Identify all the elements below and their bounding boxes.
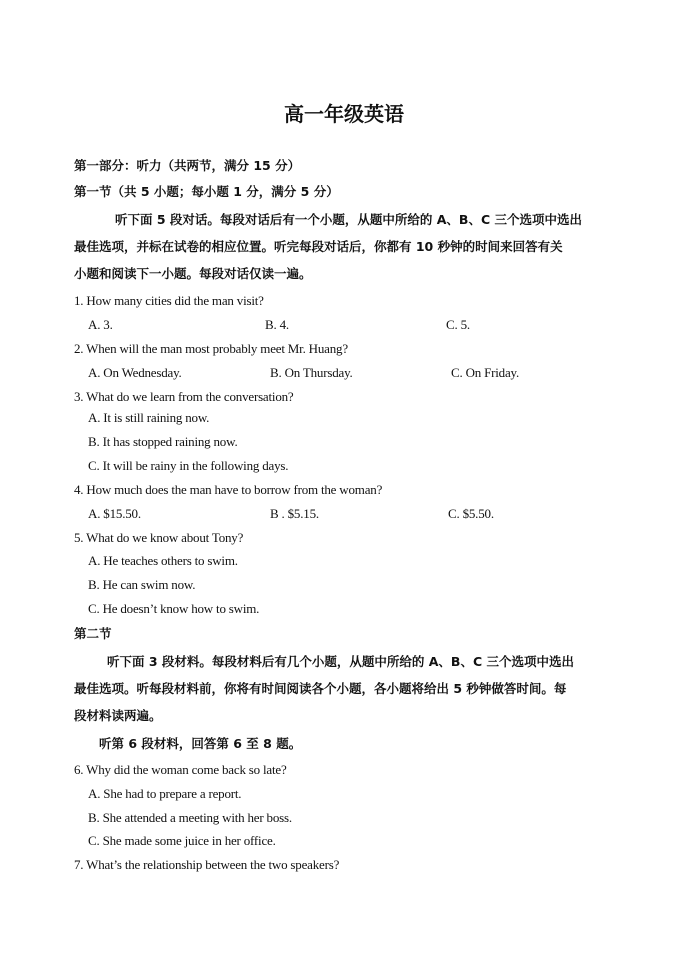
question-4-option-c: C. $5.50. [448,506,494,521]
question-2-option-a: A. On Wednesday. [88,365,182,380]
question-2-option-b: B. On Thursday. [270,365,353,380]
question-5: 5. What do we know about Tony? [74,530,244,545]
question-1-option-a: A. 3. [88,317,113,332]
question-3: 3. What do we learn from the conversation? [74,389,294,404]
section1-instructions-line1: 听下面 5 段对话。每段对话后有一个小题，从题中所给的 A、B、C 三个选项中选出 [115,212,582,227]
part1-heading: 第一部分：听力（共两节，满分 15 分） [74,158,301,173]
question-2: 2. When will the man most probably meet Mr. Huang? [74,341,348,356]
question-1: 1. How many cities did the man visit? [74,293,264,308]
question-4-option-a: A. $15.50. [88,506,141,521]
question-7: 7. What’s the relationship between the two speakers? [74,857,340,872]
section1-instructions-line2: 最佳选项，并标在试卷的相应位置。听完每段对话后，你都有 10 秒钟的时间来回答有关 [74,239,563,254]
question-4: 4. How much does the man have to borrow from the woman? [74,482,383,497]
question-4-option-b: B . $5.15. [270,506,319,521]
question-6-option-c: C. She made some juice in her office. [88,833,276,848]
question-1-option-c: C. 5. [446,317,470,332]
question-5-option-b: B. He can swim now. [88,577,196,592]
page-title: 高一年级英语 [284,102,404,126]
question-5-option-a: A. He teaches others to swim. [88,553,238,568]
question-2-option-c: C. On Friday. [451,365,520,380]
question-6-option-a: A. She had to prepare a report. [88,786,242,801]
question-3-option-b: B. It has stopped raining now. [88,434,238,449]
section1-instructions-line3: 小题和阅读下一小题。每段对话仅读一遍。 [74,266,312,281]
question-5-option-c: C. He doesn’t know how to swim. [88,601,260,616]
question-6: 6. Why did the woman come back so late? [74,762,287,777]
question-1-option-b: B. 4. [265,317,289,332]
question-3-option-c: C. It will be rainy in the following days. [88,458,289,473]
section1-heading: 第一节（共 5 小题；每小题 1 分，满分 5 分） [74,184,339,199]
material-note: 听第 6 段材料，回答第 6 至 8 题。 [99,736,302,751]
section2-instructions-line2: 最佳选项。听每段材料前，你将有时间阅读各个小题，各小题将给出 5 秒钟做答时间。每 [74,681,567,696]
question-6-option-b: B. She attended a meeting with her boss. [88,810,292,825]
section2-instructions-line1: 听下面 3 段材料。每段材料后有几个小题，从题中所给的 A、B、C 三个选项中选出 [107,654,574,669]
section2-heading: 第二节 [74,626,112,641]
section2-instructions-line3: 段材料读两遍。 [74,708,162,723]
question-3-option-a: A. It is still raining now. [88,410,210,425]
